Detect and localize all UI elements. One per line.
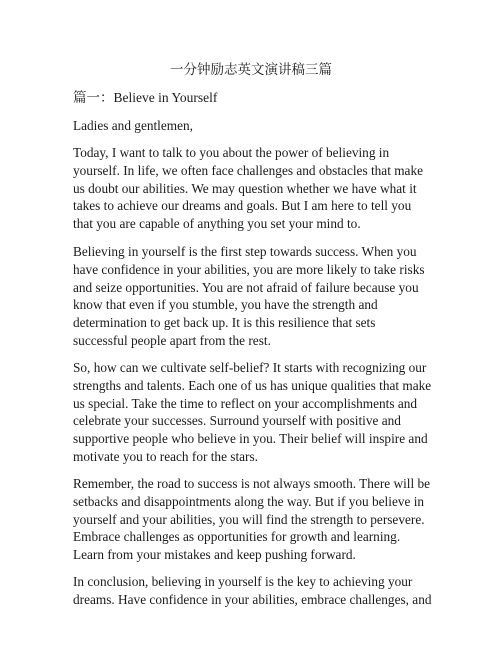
paragraph-salutation [73, 117, 193, 135]
paragraph-cultivate [73, 359, 431, 466]
text-line: know that even if you stumble, you have the strength and [73, 297, 378, 313]
text-line: So, how can we cultivate self-belief? It starts with recognizing our [73, 360, 427, 375]
text-line: Ladies and gentlemen, [73, 118, 193, 133]
text-line: strengths and talents. Each one of us has unique qualities that make [73, 377, 432, 393]
text-line: Today, I want to talk to you about the power of believing in [73, 145, 390, 160]
paragraph-intro [73, 144, 423, 233]
text-line: supportive people who believe in you. Their belief will inspire and [73, 431, 428, 447]
text-line: successful people apart from the rest. [73, 332, 271, 348]
text-line: Believing in yourself is the first step towards success. When you [73, 244, 417, 259]
text-line: have confidence in your abilities, you are more likely to take risks [73, 261, 425, 277]
text-line: dreams. Have confidence in your abilities, embrace challenges, and [73, 591, 432, 607]
text-line: determination to get back up. It is this resilience that sets [73, 315, 376, 331]
text-line: that you are capable of anything you set your mind to. [73, 216, 361, 232]
document-title: 一分钟励志英文演讲稿三篇 [170, 62, 332, 77]
text-line: motivate you to reach for the stars. [73, 448, 258, 464]
text-line: yourself and your abilities, you will find the strength to persevere. [73, 511, 425, 527]
text-line: us doubt our abilities. We may question whether we have what it [73, 180, 417, 196]
paragraph-first-step [73, 243, 425, 350]
text-line: Remember, the road to success is not always smooth. There will be [73, 476, 431, 491]
text-line: celebrate your successes. Surround yourself with positive and [73, 413, 401, 429]
text-line: yourself. In life, we often face challenges and obstacles that make [73, 162, 424, 178]
text-line: Learn from your mistakes and keep pushing forward. [73, 547, 356, 563]
paragraph-remember [73, 475, 430, 564]
paragraph-conclusion [73, 573, 432, 609]
text-line: In conclusion, believing in yourself is the key to achieving your [73, 574, 413, 589]
text-line: takes to achieve our dreams and goals. But I am here to tell you [73, 198, 412, 214]
text-line: and seize opportunities. You are not afraid of failure because you [73, 279, 419, 295]
text-line: us special. Take the time to reflect on your accomplishments and [73, 395, 418, 411]
text-line: Embrace challenges as opportunities for growth and learning. [73, 529, 401, 545]
section-heading: 篇一：Believe in Yourself [73, 90, 218, 105]
text-line: setbacks and disappointments along the way. But if you believe in [73, 493, 425, 509]
